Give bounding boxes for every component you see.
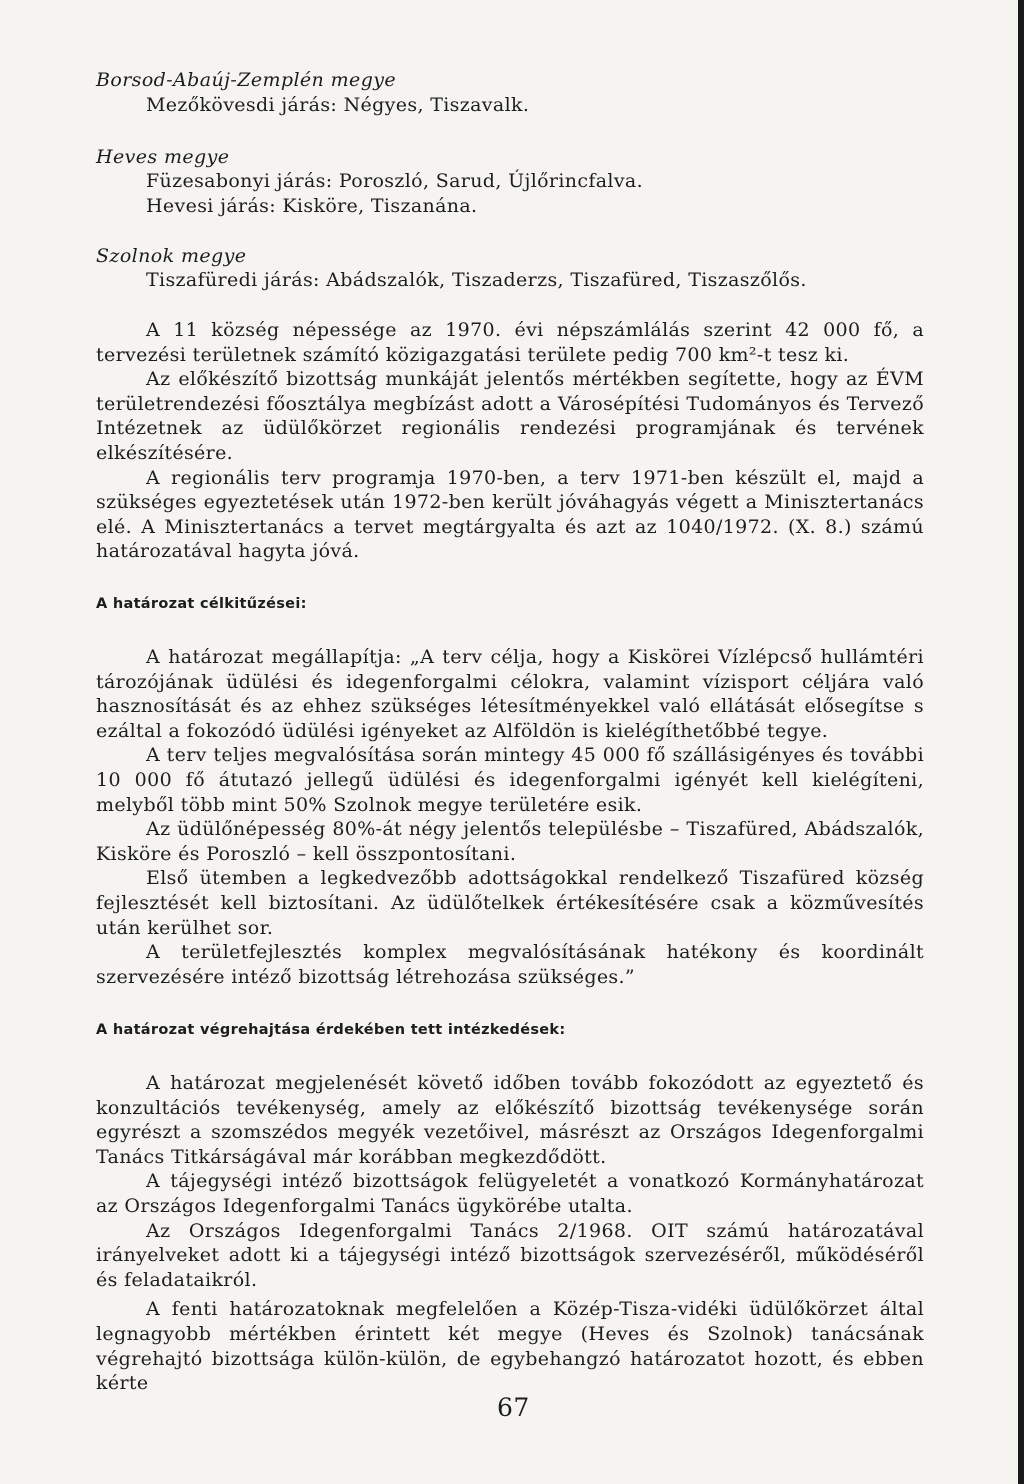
paragraph: Az előkészítő bizottság munkáját jelentős mértékben segítette, hogy az ÉVM területrendezési főosztálya megbízást adott a Városépítési Tudományos és Tervező Intézetnek az üdülőkörzet regionális rendezési programjának és tervének elkészítésére. — [96, 368, 924, 464]
county-name-heves: Heves megye — [96, 146, 230, 168]
section-heading: A határozat végrehajtása érdekében tett intézkedések: — [96, 1022, 566, 1038]
county-name-szolnok: Szolnok megye — [96, 245, 247, 267]
section-heading: A határozat célkitűzései: — [96, 596, 307, 612]
county-name-borsod: Borsod-Abaúj-Zemplén megye — [96, 69, 397, 91]
paragraph: A terv teljes megvalósítása során mintegy 45 000 fő szállásigényes és további 10 000 fő átutazó jellegű üdülési és idegenforgalmi igényét kell kielégíteni, melyből több mint 50% Szolnok megye területére esik. — [96, 744, 924, 816]
paragraph: A határozat megjelenését követő időben tovább fokozódott az egyeztető és konzultációs tevékenység, amely az előkészítő bizottság tevékenysége során egyrészt a szomszédos megyék vezetőivel, másrészt az Országos Idegenforgalmi Tanács Titkárságával már korábban megkezdődött. — [96, 1072, 924, 1168]
paragraph: Első ütemben a legkedvezőbb adottságokkal rendelkező Tiszafüred község fejlesztését kell biztosítani. Az üdülőtelkek értékesítésére csak a közművesítés után kerülhet sor. — [96, 867, 924, 939]
paragraph: A tájegységi intéző bizottságok felügyeletét a vonatkozó Kormányhatározat az Országos Idegenforgalmi Tanács ügykörébe utalta. — [96, 1170, 924, 1217]
intro-text-block — [96, 318, 924, 564]
page-number: 67 — [497, 1393, 530, 1422]
district-line: Hevesi járás: Kisköre, Tiszanána. — [146, 195, 478, 217]
district-line: Tiszafüredi járás: Abádszalók, Tiszaderzs, Tiszafüred, Tiszaszőlős. — [146, 269, 807, 291]
paragraph: A fenti határozatoknak megfelelően a Közép-Tisza-vidéki üdülőkörzet által legnagyobb mértékben érintett két megye (Heves és Szolnok) tanácsának végrehajtó bizottsága külön-külön, de egybehangzó határozatot hozott, és ebben kérte — [96, 1298, 924, 1395]
paragraph: A 11 község népessége az 1970. évi népszámlálás szerint 42 000 fő, a tervezési területnek számító közigazgatási területe pedig 700 km²-t tesz ki. — [96, 319, 924, 366]
paragraph: Az Országos Idegenforgalmi Tanács 2/1968. OIT számú határozatával irányelveket adott ki a tájegységi intéző bizottságok szervezéséről, működéséről és feladataikról. — [96, 1219, 924, 1291]
page-edge-shadow — [1018, 0, 1024, 1484]
paragraph: A regionális terv programja 1970-ben, a terv 1971-ben készült el, majd a szükséges egyeztetések után 1972-ben került jóváhagyás végett a Minisztertanács elé. A Minisztertanács a tervet megtárgyalta és azt az 1040/1972. (X. 8.) számú határozatával hagyta jóvá. — [96, 466, 924, 563]
paragraph: Az üdülőnépesség 80%-át négy jelentős településbe – Tiszafüred, Abádszalók, Kisköre és Poroszló – kell összpontosítani. — [96, 818, 924, 865]
district-line: Füzesabonyi járás: Poroszló, Sarud, Újlőrincfalva. — [146, 170, 643, 192]
section2-text-block — [96, 1071, 924, 1396]
section1-text-block — [96, 645, 924, 989]
paragraph: A területfejlesztés komplex megvalósításának hatékony és koordinált szervezésére intéző bizottság létrehozása szükséges.” — [96, 941, 924, 988]
district-line: Mezőkövesdi járás: Négyes, Tiszavalk. — [146, 94, 530, 116]
paragraph: A határozat megállapítja: „A terv célja, hogy a Kiskörei Vízlépcső hullámtéri tározójának üdülési és idegenforgalmi célokra, valamint vízisport céljára való hasznosítását és az ehhez szükséges létesítményekkel való ellátását elősegítse s ezáltal a fokozódó üdülési igényeket az Alföldön is kielégíthetőbbé tegye. — [96, 646, 924, 742]
